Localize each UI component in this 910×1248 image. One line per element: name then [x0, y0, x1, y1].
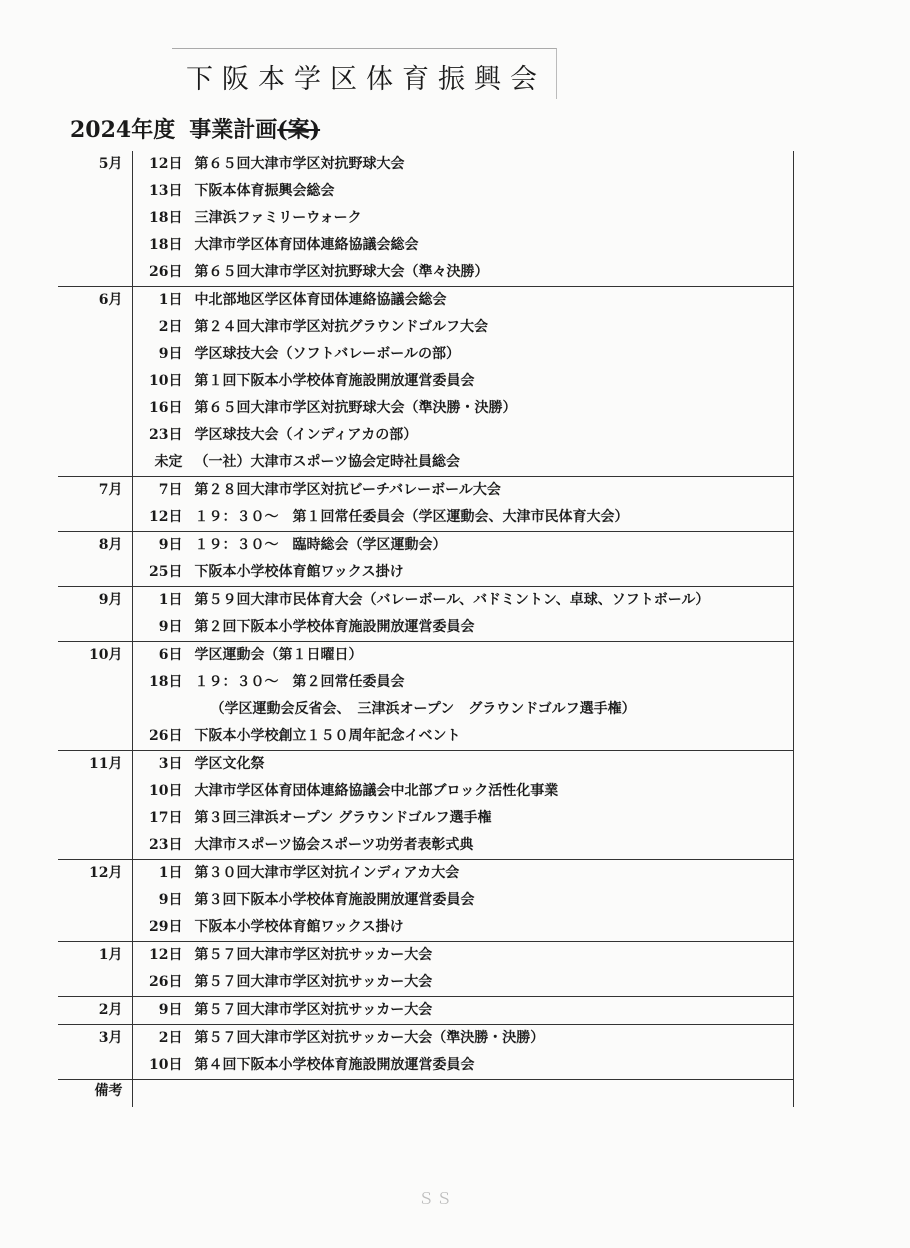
event-row: [133, 1052, 794, 1079]
event-text: 第６５回大津市学区対抗野球大会（準決勝・決勝）: [194, 400, 517, 416]
event-row: [133, 314, 794, 341]
event-text: 学区球技大会（インディアカの部）: [194, 427, 418, 443]
event-text: 第２８回大津市学区対抗ビーチバレーボール大会: [194, 482, 501, 498]
month-label: 10月: [89, 647, 123, 663]
month-cell: [58, 587, 132, 642]
month-cell: [58, 477, 132, 532]
event-row: [133, 504, 794, 531]
events-cell: [132, 1025, 794, 1080]
event-row: [133, 205, 794, 232]
event-day: 9日: [158, 619, 183, 635]
schedule-body: [58, 151, 794, 1107]
events-cell: [132, 151, 794, 287]
events-cell: [132, 477, 794, 532]
event-day: 2日: [158, 319, 183, 335]
event-day: 9日: [158, 537, 183, 553]
event-day: 9日: [158, 892, 183, 908]
event-row: [133, 887, 794, 914]
event-text: （学区運動会反省会、 三津浜オープン グラウンドゴルフ選手権）: [210, 701, 636, 717]
event-text: 学区運動会（第１日曜日）: [194, 647, 363, 663]
event-row: [133, 969, 794, 996]
event-text: １９：３０～ 第１回常任委員会（学区運動会、大津市民体育大会）: [194, 509, 629, 525]
event-row: [133, 914, 794, 941]
event-text: 大津市スポーツ協会スポーツ功労者表彰式典: [194, 837, 474, 853]
month-label: 8月: [98, 537, 123, 553]
month-label: 12月: [89, 865, 123, 881]
month-group: [58, 997, 794, 1025]
month-group: [58, 642, 794, 751]
month-label: 3月: [98, 1030, 123, 1046]
event-row: [133, 287, 794, 314]
event-day: 25日: [149, 564, 183, 580]
event-row: [133, 997, 794, 1024]
event-day: 1日: [158, 865, 183, 881]
month-cell: [58, 151, 132, 287]
event-text: １９：３０～ 臨時総会（学区運動会）: [194, 537, 447, 553]
event-row: [133, 1025, 794, 1052]
event-row: [133, 178, 794, 205]
event-text: 第４回下阪本小学校体育施設開放運営委員会: [194, 1057, 475, 1073]
month-label: 6月: [98, 292, 123, 308]
event-day: 1日: [158, 592, 183, 608]
event-row: [133, 559, 794, 586]
event-row: [133, 341, 794, 368]
month-cell: [58, 942, 132, 997]
event-day: 29日: [149, 919, 183, 935]
event-day: 18日: [149, 210, 183, 226]
event-row: [133, 860, 794, 887]
events-cell: [132, 532, 794, 587]
event-text: 下阪本小学校体育館ワックス掛け: [194, 919, 404, 935]
month-group: [58, 532, 794, 587]
event-row: [133, 669, 794, 696]
event-text: 第５９回大津市民体育大会（バレーボール、バドミントン、卓球、ソフトボール）: [194, 592, 710, 608]
faded-page-mark: ＳＳ: [418, 1189, 455, 1208]
event-day: 6日: [158, 647, 183, 663]
event-day: 9日: [158, 1002, 183, 1018]
event-text: 第３０回大津市学区対抗インディアカ大会: [194, 865, 460, 881]
event-day: 13日: [149, 183, 183, 199]
month-group: [58, 942, 794, 997]
event-day: 12日: [149, 156, 183, 172]
notes-value: [132, 1080, 794, 1108]
event-text: 第３回三津浜オープン グラウンドゴルフ選手権: [194, 810, 492, 826]
event-day: 18日: [149, 237, 183, 253]
events-cell: [132, 860, 794, 942]
events-cell: [132, 997, 794, 1025]
event-text: 学区文化祭: [194, 756, 265, 772]
event-text: 第２回下阪本小学校体育施設開放運営委員会: [194, 619, 475, 635]
event-day: 1日: [158, 292, 183, 308]
event-text: 下阪本小学校体育館ワックス掛け: [194, 564, 404, 580]
event-text: 学区球技大会（ソフトバレーボールの部）: [194, 346, 460, 362]
event-row: [133, 368, 794, 395]
event-text: 第２４回大津市学区対抗グラウンドゴルフ大会: [194, 319, 488, 335]
month-group: [58, 1025, 794, 1080]
schedule-table: [58, 151, 794, 1107]
event-text: 下阪本小学校創立１５０周年記念イベント: [194, 728, 461, 744]
month-cell: [58, 860, 132, 942]
events-cell: [132, 751, 794, 860]
event-day: 未定: [154, 454, 183, 470]
event-text: １９：３０～ 第２回常任委員会: [194, 674, 405, 690]
event-day: 17日: [149, 810, 183, 826]
event-day: 26日: [149, 974, 183, 990]
event-day: 9日: [158, 346, 183, 362]
draft-mark-struck: (案): [277, 117, 321, 143]
month-cell: [58, 532, 132, 587]
month-label: 7月: [98, 482, 123, 498]
event-text: 第１回下阪本小学校体育施設開放運営委員会: [194, 373, 475, 389]
month-label: 2月: [98, 1002, 123, 1018]
event-row: [133, 532, 794, 559]
event-text: 三津浜ファミリーウォーク: [194, 210, 362, 226]
event-row: [133, 232, 794, 259]
month-group: [58, 151, 794, 287]
month-group: [58, 287, 794, 477]
event-text: 第６５回大津市学区対抗野球大会（準々決勝）: [194, 264, 489, 280]
event-text: 第６５回大津市学区対抗野球大会: [194, 156, 405, 172]
event-day: 10日: [149, 1057, 183, 1073]
event-row: [133, 805, 794, 832]
event-row: [133, 614, 794, 641]
month-cell: [58, 1025, 132, 1080]
events-cell: [132, 587, 794, 642]
event-day: 26日: [149, 264, 183, 280]
event-text: 第５７回大津市学区対抗サッカー大会: [194, 947, 433, 963]
organization-title: 下阪本学区体育振興会: [186, 64, 546, 95]
event-day: 7日: [158, 482, 183, 498]
month-label: 9月: [98, 592, 123, 608]
month-group: [58, 860, 794, 942]
event-text: 下阪本体育振興会総会: [194, 183, 335, 199]
event-row: [133, 259, 794, 286]
event-day: 26日: [149, 728, 183, 744]
event-row: [133, 942, 794, 969]
month-cell: [58, 287, 132, 477]
event-text: 中北部地区学区体育団体連絡協議会総会: [194, 292, 447, 308]
events-cell: [132, 642, 794, 751]
month-cell: [58, 997, 132, 1025]
month-group: [58, 751, 794, 860]
month-label: 5月: [98, 156, 123, 172]
event-day: 23日: [149, 837, 183, 853]
event-day: 2日: [158, 1030, 183, 1046]
event-text: 第３回下阪本小学校体育施設開放運営委員会: [194, 892, 475, 908]
event-row: [133, 696, 794, 723]
event-day: 23日: [149, 427, 183, 443]
event-day: 10日: [149, 783, 183, 799]
event-text: 大津市学区体育団体連絡協議会総会: [194, 237, 419, 253]
event-row: [133, 587, 794, 614]
event-row: [133, 832, 794, 859]
event-row: [133, 422, 794, 449]
month-group: [58, 587, 794, 642]
event-text: 第５７回大津市学区対抗サッカー大会（準決勝・決勝）: [194, 1030, 545, 1046]
event-row: [133, 477, 794, 504]
event-row: [133, 642, 794, 669]
event-text: 大津市学区体育団体連絡協議会中北部ブロック活性化事業: [194, 783, 559, 799]
event-row: [133, 723, 794, 750]
event-day: 12日: [149, 509, 183, 525]
month-cell: [58, 642, 132, 751]
event-day: 18日: [149, 674, 183, 690]
plan-heading: [70, 113, 320, 144]
month-cell: [58, 751, 132, 860]
month-group: [58, 477, 794, 532]
notes-label: 備考: [58, 1080, 132, 1108]
event-row: [133, 151, 794, 178]
fiscal-year: 2024年度: [70, 117, 176, 143]
notes-row: [58, 1080, 794, 1108]
event-text: 第５７回大津市学区対抗サッカー大会: [194, 974, 433, 990]
plan-title: 事業計画: [189, 117, 278, 143]
month-label: 1月: [98, 947, 123, 963]
event-day: 12日: [149, 947, 183, 963]
event-row: [133, 395, 794, 422]
event-row: [133, 449, 794, 476]
event-text: （一社）大津市スポーツ協会定時社員総会: [194, 454, 460, 470]
event-day: 10日: [149, 373, 183, 389]
event-day: 16日: [149, 400, 183, 416]
event-row: [133, 751, 794, 778]
event-day: 3日: [158, 756, 183, 772]
event-row: [133, 778, 794, 805]
events-cell: [132, 942, 794, 997]
events-cell: [132, 287, 794, 477]
month-label: 11月: [89, 756, 123, 772]
event-text: 第５７回大津市学区対抗サッカー大会: [194, 1002, 433, 1018]
